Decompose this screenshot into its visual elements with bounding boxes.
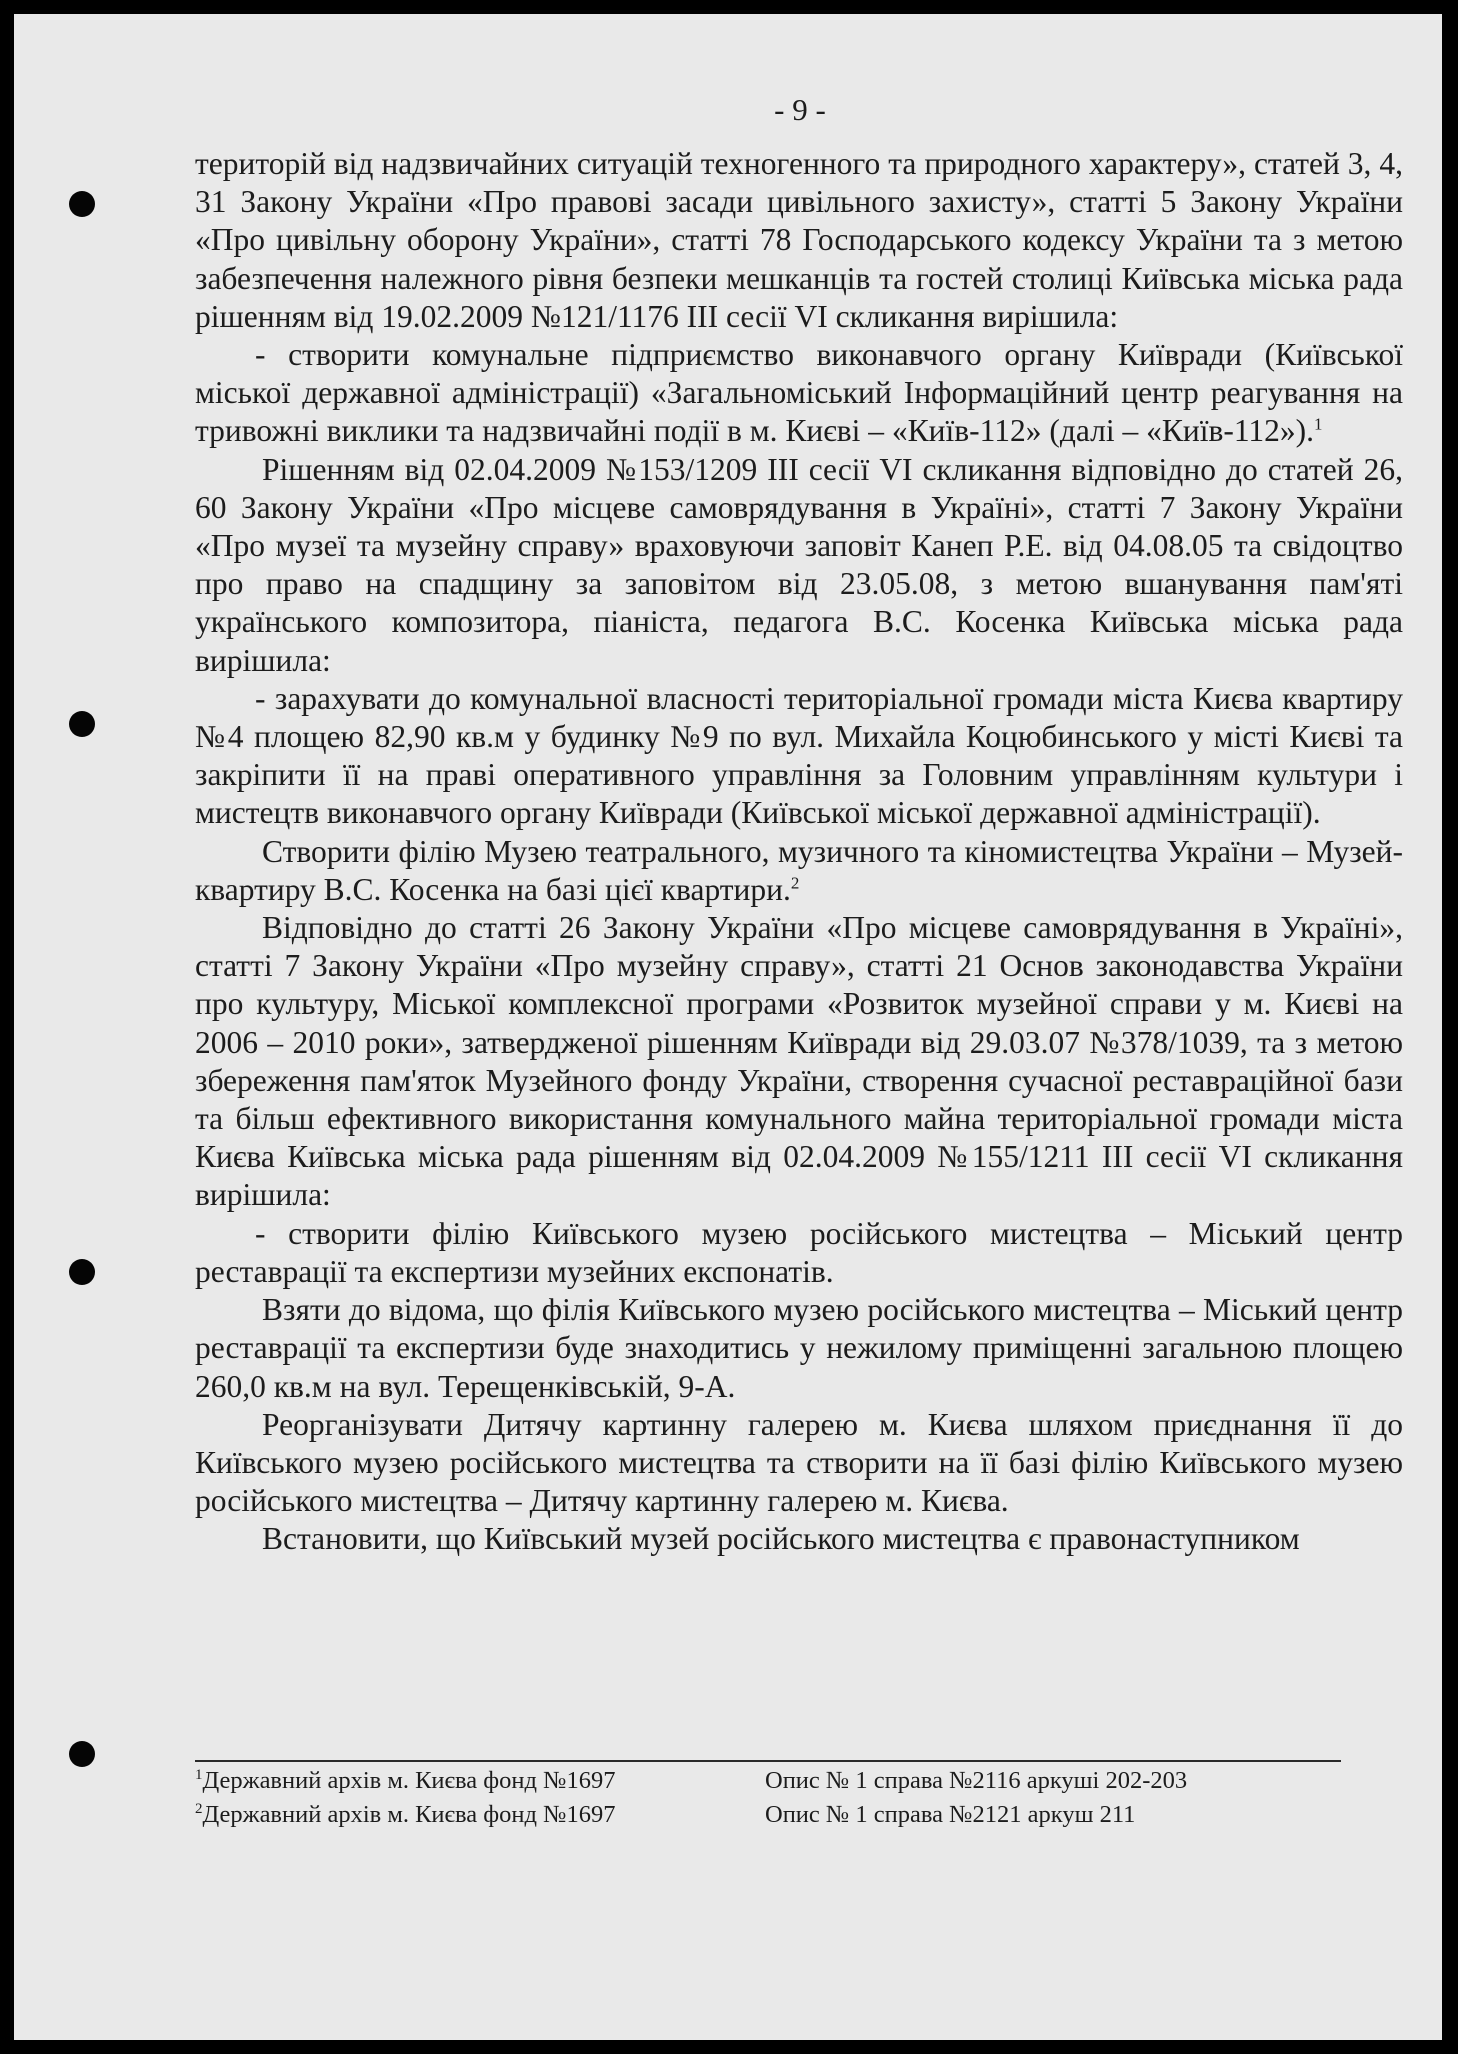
footnote-mark: 1 <box>195 1766 203 1783</box>
footnotes <box>195 1764 1395 1832</box>
document-page <box>14 14 1442 2040</box>
paragraph-2: - створити комунальне підприємство виконавчого органу Київради (Київської міської державної адміністрації) «Загальноміський Інформаційний центр реагування на тривожні виклики та надзвичайні події в м. Києві – «Київ-112» (далі – «Київ-112»).$^1$ <box>195 337 1403 449</box>
binder-hole-2 <box>69 711 95 737</box>
footnote-ref-1[interactable]: 1 <box>1314 414 1323 434</box>
footnote-source: Державний архів м. Києва фонд №1697 <box>202 1767 616 1794</box>
footnote-source: Державний архів м. Києва фонд №1697 <box>202 1801 616 1828</box>
paragraph-9: Реорганізувати Дитячу картинну галерею м. Києва шляхом приєднання її до Київського музею російського мистецтва та створити на її базі філію Київського музею російського мистецтва – Дитячу картинну галерею м. Києва. <box>195 1406 1403 1519</box>
paragraph-8: Взяти до відома, що філія Київського музею російського мистецтва – Міський центр реставрації та експертизи буде знаходитись у нежилому приміщенні загальною площею 260,0 кв.м на вул. Терещенківській, 9-А. <box>195 1292 1403 1404</box>
footnote-1 <box>195 1764 1395 1798</box>
paragraph-3: Рішенням від 02.04.2009 №153/1209 III сесії VI скликання відповідно до статей 26, 60 Закону України «Про місцеве самоврядування в Україні», статті 7 Закону України «Про музеї та музейну справу» враховуючи заповіт Канеп Р.Е. від 04.08.05 та свідоцтво про право на спадщину за заповітом від 23.05.08, з метою вшанування пам'яті українського композитора, піаніста, педагога В.С. Косенка Київська міська рада вирішила: <box>195 451 1403 678</box>
page-number: - 9 - <box>774 92 826 127</box>
paragraph-4: - зарахувати до комунальної власності територіальної громади міста Києва квартиру №4 площею 82,90 кв.м у будинку №9 по вул. Михайла Коцюбинського у місті Києві та закріпити її на праві оперативного управління за Головним управлінням культури і мистецтв виконавчого органу Київради (Київської міської державної адміністрації). <box>195 680 1403 831</box>
paragraph-5: Створити філію Музею театрального, музичного та кіномистецтва України – Музей-квартиру В.С. Косенка на базі цієї квартири.$^2$ <box>195 833 1403 907</box>
paragraph-7: - створити філію Київського музею російського мистецтва – Міський центр реставрації та експертизи музейних експонатів. <box>195 1215 1403 1289</box>
footnote-divider <box>195 1760 1341 1762</box>
document-body <box>195 145 1403 1559</box>
footnote-ref-2[interactable]: 2 <box>790 873 800 893</box>
footnote-2 <box>195 1798 1395 1832</box>
binder-hole-1 <box>69 191 95 217</box>
binder-hole-3 <box>69 1259 95 1285</box>
footnote-mark: 2 <box>195 1800 203 1817</box>
binder-hole-4 <box>69 1741 95 1767</box>
footnote-reference: Опис № 1 справа №2121 аркуш 211 <box>765 1801 1136 1828</box>
paragraph-6: Відповідно до статті 26 Закону України «Про місцеве самоврядування в Україні», статті 7 Закону України «Про музейну справу», статті 21 Основ законодавства України про культуру, Міської комплексної програми «Розвиток музейної справи у м. Києві на 2006 – 2010 роки», затвердженої рішенням Київради від 29.03.07 №378/1039, та з метою збереження пам'яток Музейного фонду України, створення сучасної реставраційної бази та більш ефективного використання комунального майна територіальної громади міста Києва Київська міська рада рішенням від 02.04.2009 №155/1211 III сесії VI скликання вирішила: <box>195 910 1403 1213</box>
paragraph-1: територій від надзвичайних ситуацій техногенного та природного характеру», статей 3, 4, 31 Закону України «Про правові засади цивільного захисту», статті 5 Закону України «Про цивільну оборону України», статті 78 Господарського кодексу України та з метою забезпечення належного рівня безпеки мешканців та гостей столиці Київська міська рада рішенням від 19.02.2009 №121/1176 III сесії VI скликання вирішила: <box>195 146 1403 334</box>
paragraph-10: Встановити, що Київський музей російського мистецтва є правонаступником <box>262 1521 1300 1557</box>
footnote-reference: Опис № 1 справа №2116 аркуші 202-203 <box>765 1767 1188 1794</box>
